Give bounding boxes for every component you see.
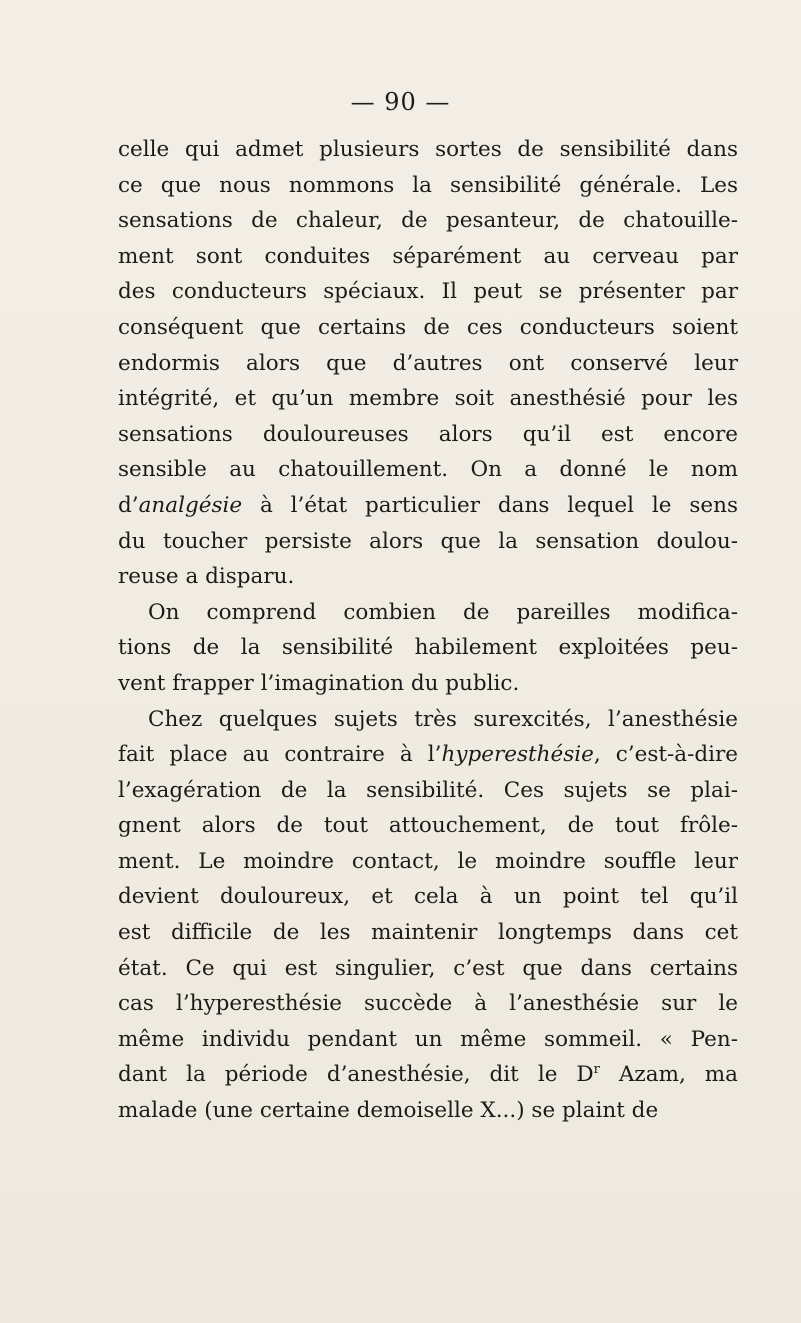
text-segment: endormis alors que d’autres ont conservé leur (118, 350, 738, 376)
text-line (118, 951, 738, 987)
text-line (118, 274, 738, 310)
text-line (118, 488, 738, 524)
text-segment: Azam, ma (599, 1062, 738, 1088)
text-segment: ment sont conduites séparément au cerveau par (118, 243, 738, 269)
text-line (118, 1022, 738, 1058)
text-line (118, 310, 738, 346)
text-line (118, 915, 738, 951)
text-segment: fait place au contraire à l’ (118, 742, 442, 768)
text-segment: état. Ce qui est singulier, c’est que dans certains (118, 955, 738, 981)
text-segment: des conducteurs spéciaux. Il peut se présenter par (118, 279, 738, 305)
text-line (118, 381, 738, 417)
text-segment: sensations douloureuses alors qu’il est encore (118, 421, 738, 447)
text-line (118, 168, 738, 204)
text-line (118, 737, 738, 773)
text-line (118, 844, 738, 880)
text-segment: l’exagération de la sensibilité. Ces sujets se plai- (118, 777, 738, 803)
text-segment: est difficile de les maintenir longtemps dans cet (118, 920, 738, 946)
text-line (118, 666, 738, 702)
text-segment: reuse a disparu. (118, 564, 295, 590)
text-segment: malade (une certaine demoiselle X...) se plaint de (118, 1098, 659, 1124)
text-segment: celle qui admet plusieurs sortes de sensibilité dans (118, 137, 738, 162)
text-line (118, 132, 738, 168)
text-segment: ce que nous nommons la sensibilité générale. Les (118, 172, 738, 198)
text-line (118, 346, 738, 382)
text-segment: On comprend combien de pareilles modifica- (148, 599, 738, 625)
superscript: r (593, 1062, 600, 1078)
text-line (118, 595, 738, 631)
text-line (118, 1093, 738, 1129)
text-segment: vent frapper l’imagination du public. (118, 670, 520, 696)
italic-term: hyperesthésie (441, 742, 594, 768)
text-segment: conséquent que certains de ces conducteurs soient (118, 314, 738, 340)
text-segment: Chez quelques sujets très surexcités, l’anesthésie (148, 706, 738, 732)
paragraph (118, 132, 738, 595)
text-segment: ment. Le moindre contact, le moindre souffle leur (118, 848, 738, 874)
text-line (118, 239, 738, 275)
text-line (118, 808, 738, 844)
paragraph (118, 702, 738, 1129)
text-segment: , c’est-à-dire (593, 742, 739, 768)
text-segment: gnent alors de tout attouchement, de tout frôle- (118, 813, 738, 839)
text-line (118, 559, 738, 595)
text-line (118, 702, 738, 738)
text-segment: sensible au chatouillement. On a donné le nom (118, 457, 738, 483)
text-segment: même individu pendant un même sommeil. « Pen- (118, 1026, 738, 1052)
text-segment: du toucher persiste alors que la sensation doulou- (118, 528, 738, 554)
text-line (118, 524, 738, 560)
page-number: — 90 — (350, 88, 451, 116)
text-segment: d’ (118, 492, 139, 518)
text-line (118, 1057, 738, 1093)
text-segment: cas l’hyperesthésie succède à l’anesthésie sur le (118, 991, 738, 1017)
text-segment: intégrité, et qu’un membre soit anesthésié pour les (118, 386, 738, 412)
text-line (118, 417, 738, 453)
paragraph (118, 595, 738, 702)
text-line (118, 879, 738, 915)
text-line (118, 203, 738, 239)
text-segment: tions de la sensibilité habilement exploitées peu- (118, 635, 738, 661)
text-segment: devient douloureux, et cela à un point tel qu’il (118, 884, 738, 910)
text-line (118, 986, 738, 1022)
text-segment: à l’état particulier dans lequel le sens (242, 492, 738, 518)
text-line (118, 630, 738, 666)
text-segment: sensations de chaleur, de pesanteur, de chatouille- (118, 208, 738, 234)
text-segment: dant la période d’anesthésie, dit le D (118, 1062, 594, 1088)
italic-term: analgésie (138, 492, 243, 518)
body-text (118, 132, 738, 1129)
text-line (118, 773, 738, 809)
text-line (118, 452, 738, 488)
